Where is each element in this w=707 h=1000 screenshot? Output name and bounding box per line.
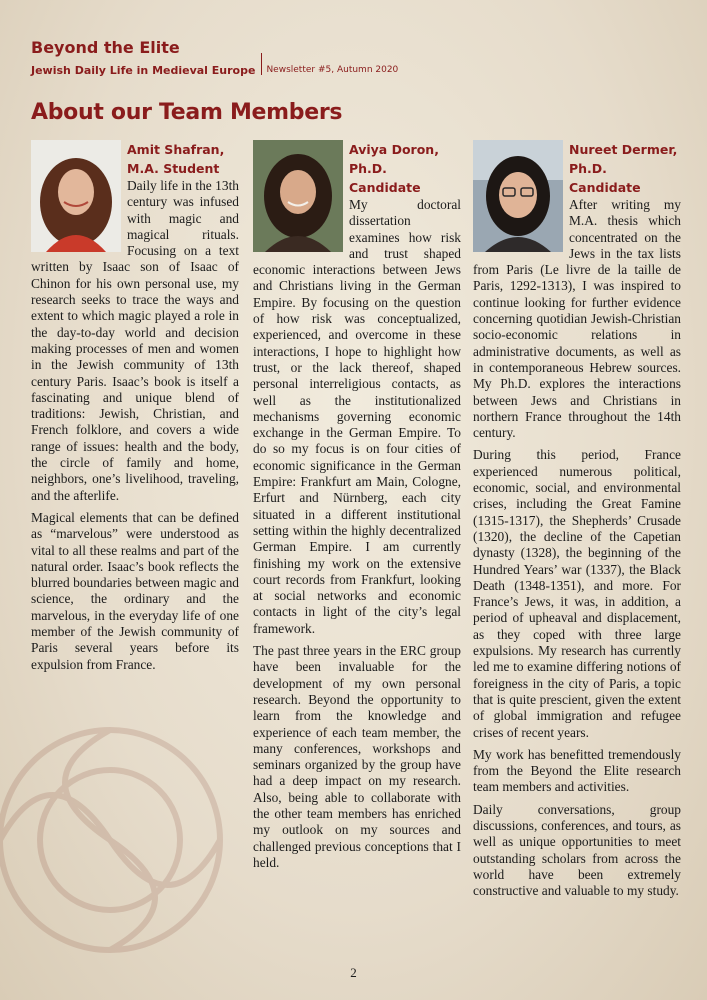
bio-paragraph: Daily conversations, group discussions, conferences, and tours, as well as unique opportunities to meet outstanding scholars from across the world have been extremely constructive and valuable to my study. <box>473 801 681 899</box>
page-number: 2 <box>350 965 357 980</box>
project-subtitle: Jewish Daily Life in Medieval Europe <box>31 63 256 77</box>
member-title: M.A. Student <box>127 161 220 176</box>
bio-paragraph: Daily life in the 13th century was infused with magic and magical rituals. Focusing on a text written by Isaac son of Isaac of Chinon for his own personal use, my research seeks to trace the ways and extent to which magic played a role in the day-to-day world and decision making processes of men and women in the Jewish community of 13th century Paris. Isaac’s book is itself a fascinating and unique blend of traditions: Jewish, Christian, and French folklore, and covers a wide range of issues: health and the body, the circle of family and home, neighbors, one’s livelihood, traveling, and the afterlife. <box>31 178 239 503</box>
member-column-nureet <box>473 140 681 899</box>
member-name: Nureet Dermer, <box>569 142 678 157</box>
member-name: Amit Shafran, <box>127 142 225 157</box>
bio-paragraph: Magical elements that can be defined as “marvelous” were understood as vital to all these realms and part of the natural order. Isaac’s book reflects the blurred boundaries between magic and science, the ordinary and the marvelous, in the everyday life of one member of the Jewish community of Paris several years before its expulsion from France. <box>31 509 239 672</box>
header-divider <box>261 53 262 75</box>
issue-label: Newsletter #5, Autumn 2020 <box>266 65 399 75</box>
member-title: Ph.D. Candidate <box>349 161 421 195</box>
bio-paragraph: The past three years in the ERC group have been invaluable for the development of my own personal research. Beyond the opportunity to learn from the knowledge and experience of each team member, the many conferences, workshops and seminars organized by the group have had a deep impact on my research. Also, being able to collaborate with the other team members has enriched my outlook on my sources and challenged previous conceptions that I held. <box>253 643 461 870</box>
newsletter-header <box>31 38 398 81</box>
bio-paragraph: During this period, France experienced numerous political, economic, social, and environmental crises, including the Great Famine (1315-1317), the Shepherds’ Crusade (1320), the decline of the Capetian dynasty (1328), the beginning of the Hundred Years’ war (1337), the Black Death (1348-1351), and more. For France’s Jews, it was, in addition, a period of upheaval and displacement, as they coped with three large expulsions. My research has currently led me to examine differing notions of foreigness in the city of Paris, a topic that is quite prescient, given the extent of global immigration and refugee crises of recent years. <box>473 447 681 740</box>
portrait-nureet <box>473 140 563 252</box>
bio-paragraph: After writing my M.A. thesis which concentrated on the Jews in the tax lists from Paris (Le livre de la taille de Paris, 1292-1313), I was inspired to continue looking for further evidence concerning quotidian Jewish-Christian socio-economic relations in administrative documents, as well as in contemporaneous Hebrew sources. My Ph.D. explores the interactions between Jews and Christians in northern France throughout the 14th century. <box>473 197 681 441</box>
member-column-aviya <box>253 140 461 871</box>
section-title: About our Team Members <box>31 100 343 125</box>
bio-paragraph: My work has benefitted tremendously from the Beyond the Elite research team members and activities. <box>473 746 681 795</box>
decorative-ornament <box>0 690 260 990</box>
portrait-aviya <box>253 140 343 252</box>
member-name: Aviya Doron, <box>349 142 439 157</box>
project-title: Beyond the Elite <box>31 38 180 57</box>
member-bio <box>253 197 461 871</box>
portrait-amit <box>31 140 121 252</box>
member-bio <box>31 178 239 673</box>
member-column-amit <box>31 140 239 673</box>
bio-paragraph: My doctoral dissertation examines how risk and trust shaped economic interactions between Jews and Christians living in the German Empire. By focusing on the question of how risk was conceptualized, experienced, and overcome in these interactions, I hope to highlight how trust, or the lack thereof, shaped personal interreligious contacts, as well as the institutionalized mechanisms governing economic exchange in the German Empire. To do so my focus is on four cities of economic significance in the German Empire: Frankfurt am Main, Cologne, Erfurt and Nürnberg, each city situated in a different institutional setting within the highly decentralized German Empire. I am currently finishing my work on the extensive court records from Frankfurt, looking at social networks and economic contacts in light of the city’s legal framework. <box>253 197 461 636</box>
member-bio <box>473 197 681 899</box>
member-title: Ph.D. Candidate <box>569 161 641 195</box>
